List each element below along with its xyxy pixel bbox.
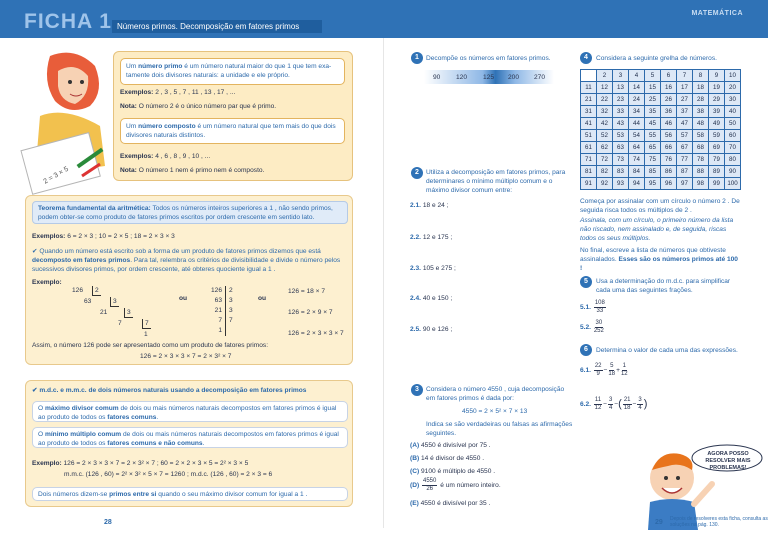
q1-value: 200 xyxy=(508,74,520,81)
question-5-number: 5 xyxy=(580,276,592,288)
grid-cell[interactable]: 33 xyxy=(613,106,629,118)
grid-cell[interactable]: 3 xyxy=(613,70,629,82)
grid-cell[interactable]: 45 xyxy=(645,118,661,130)
question-4-number: 4 xyxy=(580,52,592,64)
grid-cell[interactable]: 8 xyxy=(693,70,709,82)
grid-cell[interactable]: 4 xyxy=(629,70,645,82)
q2-item: 2.2. 12 e 175 ; xyxy=(410,234,453,241)
q3-option-e[interactable]: (E) 4550 é divisível por 35 . xyxy=(410,500,491,507)
grid-cell[interactable]: 100 xyxy=(725,178,741,190)
grid-cell[interactable]: 38 xyxy=(693,106,709,118)
grid-cell[interactable]: 19 xyxy=(709,82,725,94)
grid-cell[interactable]: 26 xyxy=(661,94,677,106)
vdiv-divisor: 3 xyxy=(229,297,233,304)
vdiv-divisor: 3 xyxy=(229,307,233,314)
grid-cell[interactable]: 64 xyxy=(629,142,645,154)
decomposition-explanation: ✔ Quando um número está escrito sob a forma de um produto de fatores primos dizemos que está decomposto em fatores primos. Para tal, relembra os critérios de divisibilidade e divide o número pelos sucessivos divisores primos, por ordem crescente, até obteres quociente igual a 1 . xyxy=(32,248,341,273)
question-3-text: Considera o número 4550 , cuja decomposição em fatores primos é dada por: xyxy=(426,386,565,402)
grid-row xyxy=(581,166,741,178)
q2-item: 2.4. 40 e 150 ; xyxy=(410,295,453,302)
definitions-box xyxy=(113,51,353,181)
q4-text-3: No final, escreve a lista de números que obtiveste assinalados. Esses são os números primos até 100 ! xyxy=(580,247,738,272)
grid-cell[interactable]: 44 xyxy=(629,118,645,130)
grid-row xyxy=(581,82,741,94)
composite-examples: Exemplos: 4 , 6 , 8 , 9 , 10 , ... xyxy=(120,153,211,160)
page-number-right: 29 xyxy=(655,519,663,526)
theorem-box xyxy=(25,195,353,365)
grid-cell[interactable]: 55 xyxy=(645,130,661,142)
q4-text-1: Começa por assinalar com um círculo o número 2 . De seguida risca todos os múltiplos de 2 . xyxy=(580,198,740,214)
mmc-definition: O mínimo múltiplo comum de dois ou mais números naturais decompostos em fatores primos é igual ao produto de todos os fatores comuns e não comuns. xyxy=(32,427,348,448)
grid-cell[interactable]: 27 xyxy=(677,94,693,106)
stair-divisor: 3 xyxy=(110,297,119,307)
mdc-mmc-title: ✔ m.d.c. e m.m.c. de dois números naturais usando a decomposição em fatores primos xyxy=(32,387,307,394)
grid-cell[interactable]: 62 xyxy=(597,142,613,154)
question-5-text: Usa a determinação do m.d.c. para simplificar cada uma das seguintes frações. xyxy=(596,278,731,294)
grid-cell[interactable]: 74 xyxy=(629,154,645,166)
grid-cell[interactable]: 96 xyxy=(661,178,677,190)
grid-cell[interactable]: 17 xyxy=(677,82,693,94)
speech-bubble-text: AGORA POSSO RESOLVER MAIS PROBLEMAS! xyxy=(705,451,751,471)
question-6-text: Determina o valor de cada uma das expressões. xyxy=(596,347,738,354)
grid-cell[interactable]: 15 xyxy=(645,82,661,94)
grid-row xyxy=(581,130,741,142)
q1-value: 125 xyxy=(483,74,495,81)
grid-cell[interactable]: 93 xyxy=(613,178,629,190)
q1-value: 270 xyxy=(534,74,546,81)
conclusion-formula: 126 = 2 × 3 × 3 × 7 = 2 × 3² × 7 xyxy=(140,353,232,360)
vdiv-number: 126 xyxy=(206,286,226,296)
grid-cell[interactable]: 30 xyxy=(725,94,741,106)
grid-cell[interactable]: 29 xyxy=(709,94,725,106)
grid-cell[interactable]: 90 xyxy=(725,166,741,178)
grid-cell[interactable]: 12 xyxy=(597,82,613,94)
mdc-example-2: m.m.c. (126 , 60) = 2² × 3² × 5 × 7 = 1260 ; m.d.c. (126 , 60) = 2 × 3 = 6 xyxy=(64,471,273,478)
composite-note: Nota: O número 1 nem é primo nem é composto. xyxy=(120,167,265,174)
factor-chain-1: 126 = 18 × 7 xyxy=(288,288,326,295)
grid-cell[interactable]: 34 xyxy=(629,106,645,118)
grid-cell[interactable]: 95 xyxy=(645,178,661,190)
grid-cell[interactable]: 48 xyxy=(693,118,709,130)
grid-cell[interactable]: 56 xyxy=(661,130,677,142)
mdc-definition: O máximo divisor comum de dois ou mais números naturais decompostos em fatores primos é igual ao produto de todos os fatores comuns. xyxy=(32,401,348,422)
grid-cell[interactable]: 88 xyxy=(693,166,709,178)
grid-cell[interactable]: 69 xyxy=(709,142,725,154)
grid-cell[interactable]: 10 xyxy=(725,70,741,82)
grid-cell[interactable]: 37 xyxy=(677,106,693,118)
q3-instruction: Indica se são verdadeiras ou falsas as afirmações seguintes. xyxy=(426,421,573,437)
grid-cell[interactable]: 87 xyxy=(677,166,693,178)
grid-cell[interactable]: 70 xyxy=(725,142,741,154)
grid-cell[interactable] xyxy=(581,70,597,82)
grid-cell[interactable]: 92 xyxy=(597,178,613,190)
grid-cell[interactable]: 31 xyxy=(581,106,597,118)
ficha-title: FICHA 1 xyxy=(24,10,112,33)
grid-cell[interactable]: 57 xyxy=(677,130,693,142)
factor-chain-3: 126 = 2 × 3 × 3 × 7 xyxy=(288,330,344,337)
grid-cell[interactable]: 82 xyxy=(597,166,613,178)
q2-item: 2.3. 105 e 275 ; xyxy=(410,265,456,272)
prime-definition: Um número primo é um número natural maior do que 1 que tem exa-tamente dois divisores naturais: a unidade e ele próprio. xyxy=(120,58,345,85)
stair-quotient: 21 xyxy=(100,309,108,316)
grid-cell[interactable]: 36 xyxy=(661,106,677,118)
solutions-footer: Depois de resolveres esta ficha, consulta as soluções na pág. 130. xyxy=(670,516,768,528)
grid-cell[interactable]: 83 xyxy=(613,166,629,178)
stair-divisor: 7 xyxy=(142,319,151,329)
grid-cell[interactable]: 41 xyxy=(581,118,597,130)
grid-cell[interactable]: 32 xyxy=(597,106,613,118)
q3-option-b[interactable]: (B) 14 é divisor de 4550 . xyxy=(410,455,485,462)
grid-cell[interactable]: 21 xyxy=(581,94,597,106)
grid-row xyxy=(581,94,741,106)
grid-cell[interactable]: 22 xyxy=(597,94,613,106)
page-gutter xyxy=(383,38,384,528)
question-4-text: Considera a seguinte grelha de números. xyxy=(596,55,717,62)
grid-cell[interactable]: 94 xyxy=(629,178,645,190)
stair-quotient: 7 xyxy=(118,320,122,327)
q3-formula: 4550 = 2 × 5² × 7 × 13 xyxy=(462,408,528,415)
mdc-example-1: Exemplo: 126 = 2 × 3 × 3 × 7 = 2 × 3² × 7 ; 60 = 2 × 2 × 3 × 5 = 2² × 3 × 5 xyxy=(32,460,249,467)
grid-cell[interactable]: 76 xyxy=(661,154,677,166)
grid-cell[interactable]: 80 xyxy=(725,154,741,166)
grid-cell[interactable]: 63 xyxy=(613,142,629,154)
grid-cell[interactable]: 35 xyxy=(645,106,661,118)
theorem-statement: Teorema fundamental da aritmética: Todos os números inteiros superiores a 1 , não sendo primos, podem obter-se como produto de fatores primos escritos por ordem crescente em sentido lato. xyxy=(32,201,348,224)
grid-cell[interactable]: 78 xyxy=(693,154,709,166)
q6-expression-2: 6.2. $\frac{11}{12}$ − $\frac{3}{4}$ − ( $\frac{21}{18}$ − $\frac{3}{4}$ ) xyxy=(580,397,648,411)
grid-cell[interactable]: 51 xyxy=(581,130,597,142)
grid-cell[interactable]: 65 xyxy=(645,142,661,154)
grid-cell[interactable]: 75 xyxy=(645,154,661,166)
grid-cell[interactable]: 11 xyxy=(581,82,597,94)
example-label: Exemplo: xyxy=(32,279,62,286)
theorem-examples: Exemplos: 6 = 2 × 3 ; 10 = 2 × 5 ; 18 = 2 × 3 × 3 xyxy=(32,233,175,240)
grid-cell[interactable]: 14 xyxy=(629,82,645,94)
q2-item: 2.1. 18 e 24 ; xyxy=(410,202,449,209)
grid-cell[interactable]: 52 xyxy=(597,130,613,142)
grid-cell[interactable]: 66 xyxy=(661,142,677,154)
grid-cell[interactable]: 89 xyxy=(709,166,725,178)
grid-cell[interactable]: 58 xyxy=(693,130,709,142)
stair-divisor: 3 xyxy=(124,308,133,318)
vertical-division xyxy=(206,286,246,336)
grid-cell[interactable]: 99 xyxy=(709,178,725,190)
stair-quotient: 1 xyxy=(144,331,148,338)
grid-cell[interactable]: 77 xyxy=(677,154,693,166)
grid-cell[interactable]: 97 xyxy=(677,178,693,190)
grid-cell[interactable]: 50 xyxy=(725,118,741,130)
grid-cell[interactable]: 20 xyxy=(725,82,741,94)
q4-text-2: Assinala, com um círculo, o primeiro número da lista não riscado, nem assinalado e, de seguida, riscas todos os seus múltiplos. xyxy=(580,217,734,242)
conclusion-text: Assim, o número 126 pode ser apresentado como um produto de fatores primos: xyxy=(32,342,269,349)
grid-row xyxy=(581,142,741,154)
stair-quotient: 63 xyxy=(84,298,92,305)
grid-cell[interactable]: 84 xyxy=(629,166,645,178)
q3-option-c[interactable]: (C) 9100 é múltiplo de 4550 . xyxy=(410,468,496,475)
q5-item-2: 5.2. $\frac{30}{252}$ xyxy=(580,320,604,334)
vdiv-number: 7 xyxy=(206,316,226,326)
grid-cell[interactable]: 46 xyxy=(661,118,677,130)
or-label: ou xyxy=(179,295,188,302)
grid-cell[interactable]: 42 xyxy=(597,118,613,130)
grid-cell[interactable]: 13 xyxy=(613,82,629,94)
grid-cell[interactable]: 47 xyxy=(677,118,693,130)
or-label: ou xyxy=(258,295,267,302)
grid-row xyxy=(581,154,741,166)
grid-cell[interactable]: 43 xyxy=(613,118,629,130)
grid-row xyxy=(581,70,741,82)
grid-cell[interactable]: 79 xyxy=(709,154,725,166)
q6-expression-1: 6.1. $\frac{22}{9}$ − $\frac{5}{18}$ + $\frac{1}{12}$ xyxy=(580,363,628,377)
grid-cell[interactable]: 18 xyxy=(693,82,709,94)
vdiv-number: 1 xyxy=(206,326,226,336)
grid-cell[interactable]: 5 xyxy=(645,70,661,82)
grid-cell[interactable]: 73 xyxy=(613,154,629,166)
grid-cell[interactable]: 9 xyxy=(709,70,725,82)
vdiv-divisor: 7 xyxy=(229,317,233,324)
grid-cell[interactable]: 68 xyxy=(693,142,709,154)
grid-cell[interactable]: 91 xyxy=(581,178,597,190)
grid-cell[interactable]: 98 xyxy=(693,178,709,190)
prime-note: Nota: O número 2 é o único número par que é primo. xyxy=(120,103,277,110)
grid-cell[interactable]: 24 xyxy=(629,94,645,106)
grid-cell[interactable]: 39 xyxy=(709,106,725,118)
vdiv-number: 21 xyxy=(206,306,226,316)
grid-cell[interactable]: 60 xyxy=(725,130,741,142)
q1-value: 90 xyxy=(433,74,441,81)
paper-text: 2 = 3 × 5 xyxy=(42,165,70,186)
question-3-number: 3 xyxy=(411,384,423,396)
vdiv-number: 63 xyxy=(206,296,226,306)
question-1-text: Decompõe os números em fatores primos. xyxy=(426,55,551,62)
factor-chain-2: 126 = 2 × 9 × 7 xyxy=(288,309,333,316)
girl-illustration xyxy=(20,46,115,196)
q2-item: 2.5. 90 e 126 ; xyxy=(410,326,453,333)
grid-row xyxy=(581,118,741,130)
grid-cell[interactable]: 81 xyxy=(581,166,597,178)
grid-cell[interactable]: 49 xyxy=(709,118,725,130)
grid-cell[interactable]: 54 xyxy=(629,130,645,142)
question-6-number: 6 xyxy=(580,344,592,356)
grid-cell[interactable]: 61 xyxy=(581,142,597,154)
q5-item-1: 5.1. $\frac{108}{33}$ xyxy=(580,300,605,314)
grid-cell[interactable]: 59 xyxy=(709,130,725,142)
grid-cell[interactable]: 23 xyxy=(613,94,629,106)
grid-cell[interactable]: 72 xyxy=(597,154,613,166)
grid-cell[interactable]: 53 xyxy=(613,130,629,142)
grid-cell[interactable]: 25 xyxy=(645,94,661,106)
grid-cell[interactable]: 67 xyxy=(677,142,693,154)
number-grid xyxy=(580,69,741,190)
stair-divisor: 2 xyxy=(92,286,101,296)
subject-label: MATEMÁTICA xyxy=(691,10,743,17)
stair-dividend: 126 xyxy=(72,287,84,294)
ficha-subtitle: Números primos. Decomposição em fatores primos xyxy=(112,20,322,33)
question-2-text: Utiliza a decomposição em fatores primos, para determinares o mínimo múltiplo comum e o máximo divisor comum entre: xyxy=(426,169,566,194)
grid-row xyxy=(581,106,741,118)
grid-cell[interactable]: 2 xyxy=(597,70,613,82)
vdiv-divisor: 2 xyxy=(229,287,233,294)
page-number-left: 28 xyxy=(104,519,112,526)
grid-cell[interactable]: 71 xyxy=(581,154,597,166)
grid-cell[interactable]: 85 xyxy=(645,166,661,178)
question-1-number: 1 xyxy=(411,52,423,64)
q3-option-d[interactable]: (D) $\frac{4550}{26}$ é um número inteiro. xyxy=(410,478,501,492)
q3-option-a[interactable]: (A) 4550 é divisível por 75 . xyxy=(410,442,491,449)
composite-definition: Um número composto é um número natural que tem mais do que dois divisores naturais distintos. xyxy=(120,118,345,144)
grid-cell[interactable]: 28 xyxy=(693,94,709,106)
question-2-number: 2 xyxy=(411,167,423,179)
grid-cell[interactable]: 16 xyxy=(661,82,677,94)
coprime-definition: Dois números dizem-se primos entre si quando o seu máximo divisor comum for igual a 1 . xyxy=(32,487,348,501)
grid-cell[interactable]: 40 xyxy=(725,106,741,118)
grid-row xyxy=(581,178,741,190)
prime-examples: Exemplos: 2 , 3 , 5 , 7 , 11 , 13 , 17 , ... xyxy=(120,89,236,96)
grid-cell[interactable]: 6 xyxy=(661,70,677,82)
mdc-mmc-box xyxy=(25,380,353,507)
q1-value: 120 xyxy=(456,74,468,81)
grid-cell[interactable]: 86 xyxy=(661,166,677,178)
grid-cell[interactable]: 7 xyxy=(677,70,693,82)
